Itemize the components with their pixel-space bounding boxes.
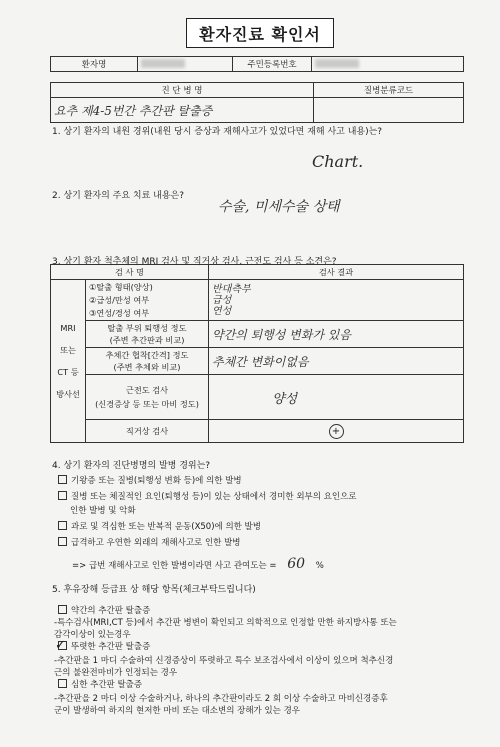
patient-id-value xyxy=(312,57,464,72)
emg-label: 근전도 검사 (신경증상 등 또는 마비 정도) xyxy=(86,375,209,420)
q4-ratio-line: => 급번 재해사고로 인한 발병이라면 사고 관여도는 = 60 % xyxy=(72,556,324,572)
q4-option-3: 과로 및 격심한 또는 반복적 운동(X50)에 의한 발병 xyxy=(58,520,261,532)
q5-line-6: 근의 불완전마비가 인정되는 경우 xyxy=(54,668,178,678)
checkbox[interactable] xyxy=(58,537,67,546)
exam-col-header: 검 사 명 xyxy=(51,265,209,280)
patient-id-label: 주민등록번호 xyxy=(233,57,312,72)
disc-degeneration-label: 탈출 부위 퇴행성 정도 (주변 추간판과 비교) xyxy=(86,321,209,348)
q5-line-3: 감각이상이 있는경우 xyxy=(54,630,131,640)
ratio-value: 60 xyxy=(287,556,306,572)
diagnosis-header: 진 단 병 명 xyxy=(51,83,314,98)
checkbox[interactable] xyxy=(58,491,67,500)
document-title: 환자진료 확인서 xyxy=(186,18,334,48)
q5-option-severe: 심한 추간판 탈출증 xyxy=(58,678,142,690)
q5-line-2: -특수검사(MRI,CT 등)에서 추간판 병변이 확인되고 의학적으로 인정할 만한 하지방사통 또는 xyxy=(54,618,397,628)
emg-answer: 양성 xyxy=(209,375,464,420)
question-4: 4. 상기 환자의 진단병명의 발병 경위는? xyxy=(52,461,211,471)
patient-name-value xyxy=(138,57,233,72)
mri-items: ①탈출 형태(양상) ②급성/만성 여부 ③연성/경성 여부 xyxy=(86,280,209,321)
checkbox[interactable] xyxy=(58,679,67,688)
question-5: 5. 후유장해 등급표 상 해당 항목(체크부탁드립니다) xyxy=(52,585,256,595)
diagnosis-table xyxy=(50,82,464,123)
slr-label: 직거상 검사 xyxy=(86,420,209,443)
answer-1: Chart. xyxy=(312,152,364,171)
q4-option-1: 기왕증 또는 질병(퇴행성 변화 등)에 의한 발병 xyxy=(58,474,242,486)
q5-line-5: -추간판을 1 마디 수술하여 신경증상이 뚜렷하고 특수 보조검사에서 이상이 있으며 척추신경 xyxy=(54,656,394,666)
question-3: 3. 상기 환자 척추체의 MRI 검사 및 직거상 검사, 근전도 검사 등 소견은? xyxy=(52,257,337,267)
q4-option-2-cont: 인한 발병 및 악화 xyxy=(70,506,136,516)
question-2: 2. 상기 환자의 주요 치료 내용은? xyxy=(52,191,184,201)
mri-items-answer: 반대측부 급성 연성 xyxy=(209,280,464,321)
q5-option-mild: 약간의 추간판 탈출증 xyxy=(58,604,150,616)
result-col-header: 검사 결과 xyxy=(209,265,464,280)
question-1: 1. 상기 환자의 내원 경위(내원 당시 증상과 재해사고가 있었다면 재해 사고 내용)는? xyxy=(52,127,383,137)
q5-line-9: 군이 발생하여 하지의 현저한 마비 또는 대소변의 장해가 있는 경우 xyxy=(54,706,301,716)
checkbox[interactable] xyxy=(58,605,67,614)
q4-option-2: 질병 또는 체질적인 요인(퇴행성 등)이 있는 상태에서 경미한 외부의 요인으로 xyxy=(58,490,357,502)
checkbox[interactable] xyxy=(58,475,67,484)
check-mark: ✓ xyxy=(55,638,66,653)
q5-line-8: -추간판을 2 마디 이상 수술하거나, 하나의 추간판이라도 2 회 이상 수술하고 마비신경증후 xyxy=(54,694,388,704)
disease-code-header: 질병분류코드 xyxy=(314,83,464,98)
checkbox[interactable] xyxy=(58,521,67,530)
patient-info-table xyxy=(50,56,464,72)
slr-answer: + xyxy=(209,420,464,443)
answer-2: 수술, 미세수술 상태 xyxy=(218,199,340,215)
patient-name-label: 환자명 xyxy=(51,57,138,72)
q4-option-4: 급격하고 우연한 외래의 재해사고로 인한 발병 xyxy=(58,536,241,548)
q5-option-moderate: 뚜렷한 추간판 탈출증 xyxy=(58,640,150,652)
vertebral-height-answer: 추체간 변화이없음 xyxy=(209,348,464,375)
mri-label: MRI 또는 CT 등 방사선 xyxy=(51,280,86,443)
vertebral-height-label: 추체간 협착[간격] 정도 (주변 추체와 비교) xyxy=(86,348,209,375)
disease-code-value xyxy=(314,98,464,123)
exam-table xyxy=(50,264,464,443)
diagnosis-value: 요추 제4-5번간 추간판 탈출증 xyxy=(51,98,314,123)
disc-degeneration-answer: 약간의 퇴행성 변화가 있음 xyxy=(209,321,464,348)
